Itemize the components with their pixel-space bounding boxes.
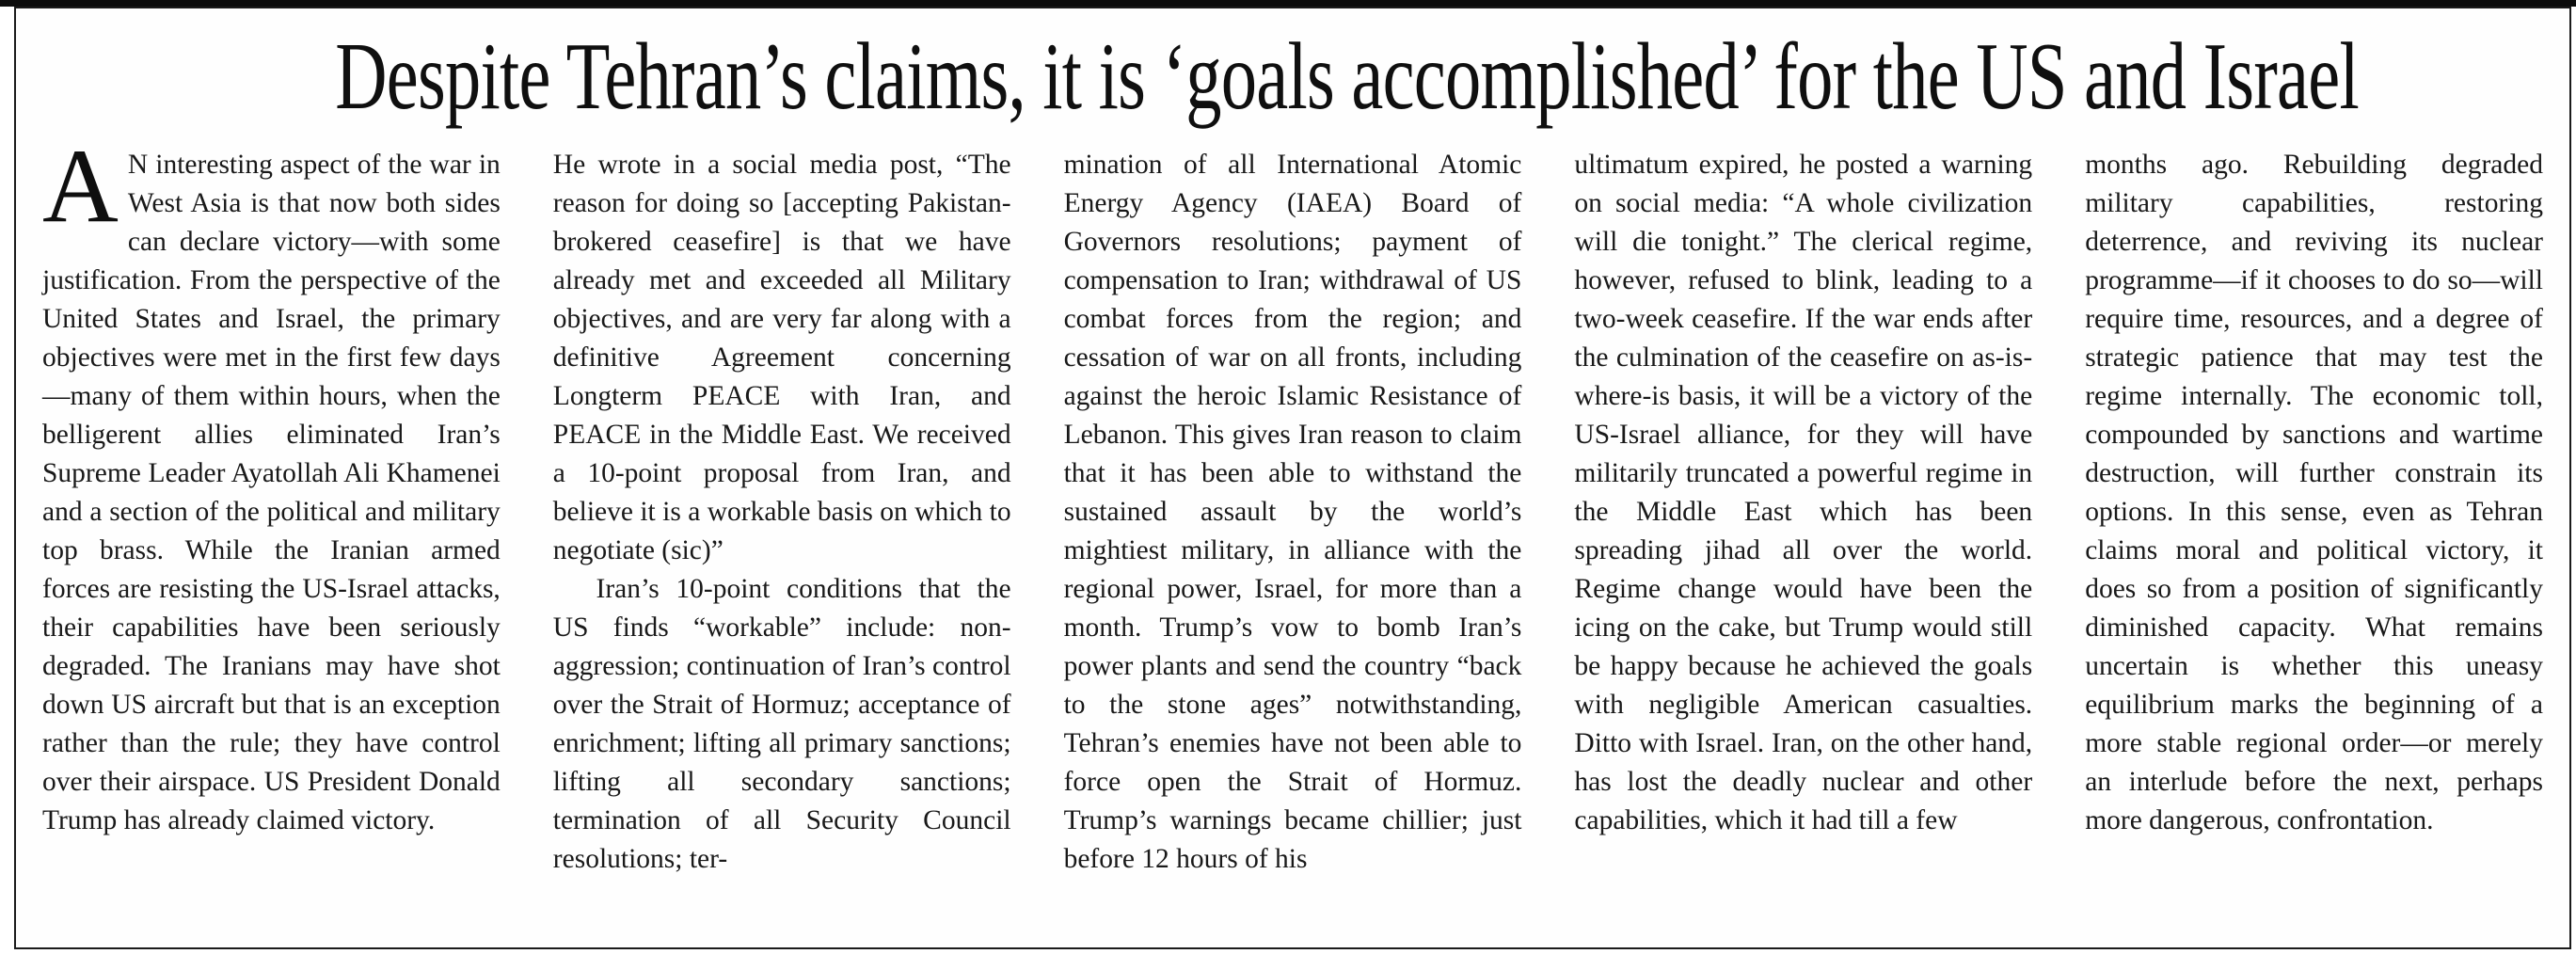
scan-top-edge — [0, 0, 2576, 7]
paragraph: He wrote in a social media post, “The reason for doing so [accepting Pakistan-brokered ceasefire] is that we have already met and exceeded all Military objectives, and are very far along with a definitive Agreement concerning Longterm PEACE with Iran, and PEACE in the Middle East. We received a 10-point proposal from Iran, and believe it is a workable basis on which to negotiate (sic)” — [552, 150, 1011, 566]
text-column-5 — [2085, 146, 2543, 879]
drop-cap: A — [42, 128, 119, 246]
text-column-4 — [1574, 146, 2032, 879]
paragraph: mination of all International Atomic Energy Agency (IAEA) Board of Governors resolutions; payment of compensation to Iran; withdrawal of US combat forces from the region; and cessation of war on all fronts, including against the heroic Islamic Resistance of Lebanon. This gives Iran reason to claim that it has been able to withstand the sustained assault by the world’s mightiest military, in alliance with the regional power, Israel, for more than a month. Trump’s vow to bomb Iran’s power plants and send the country “back to the stone ages” notwithstanding, Tehran’s enemies have not been able to force open the Strait of Hormuz. Trump’s warnings became chillier; just before 12 hours of his — [1063, 150, 1522, 875]
text-column-3 — [1064, 146, 1522, 879]
paragraph — [42, 128, 501, 840]
paragraph: Iran’s 10-point conditions that the US finds “workable” include: non-aggression; continuation of Iran’s control over the Strait of Hormuz; acceptance of enrichment; lifting all primary sanctions; lifting all secondary sanctions; termination of all Security Council resolutions; ter- — [552, 574, 1011, 875]
paragraph: months ago. Rebuilding degraded military capabilities, restoring deterrence, and reviving its nuclear programme—if it chooses to do so—will require time, resources, and a degree of strategic patience that may test the regime internally. The economic toll, compounded by sanctions and wartime destruction, will further constrain its options. In this sense, even as Tehran claims moral and political victory, it does so from a position of significantly diminished capacity. What remains uncertain is whether this uneasy equilibrium marks the beginning of a more stable regional order—or merely an interlude before the next, perhaps more dangerous, confrontation. — [2085, 150, 2543, 836]
paragraph: ultimatum expired, he posted a warning on social media: “A whole civilization will die tonight.” The clerical regime, however, refused to blink, leading to a two-week ceasefire. If the war ends after the culmination of the ceasefire on as-is-where-is basis, it will be a victory of the US-Israel alliance, for they will have militarily truncated a powerful regime in the Middle East which has been spreading jihad all over the world. Regime change would have been the icing on the cake, but Trump would still be happy because he achieved the goals with negligible American casualties. Ditto with Israel. Iran, on the other hand, has lost the deadly nuclear and other capabilities, which it had till a few — [1574, 150, 2033, 836]
article-headline: Despite Tehran’s claims, it is ‘goals accomplished’ for the US and Israel — [335, 24, 2359, 130]
paragraph-text: N interesting aspect of the war in West Asia is that now both sides can declare victory—with some justification. From the perspective of the United States and Israel, the primary objectives were met in the first few days—many of them within hours, when the belligerent allies eliminated Iran’s Supreme Leader Ayatollah Ali Khamenei and a section of the political and military top brass. While the Iranian armed forces are resisting the US-Israel attacks, their capabilities have been seriously degraded. The Iranians may have shot down US aircraft but that is an exception rather than the rule; they have control over their airspace. US President Donald Trump has already claimed victory. — [42, 150, 501, 836]
text-column-2 — [553, 146, 1011, 879]
newspaper-clipping — [14, 7, 2571, 949]
article-body — [16, 128, 2569, 879]
text-column-1 — [42, 128, 501, 879]
